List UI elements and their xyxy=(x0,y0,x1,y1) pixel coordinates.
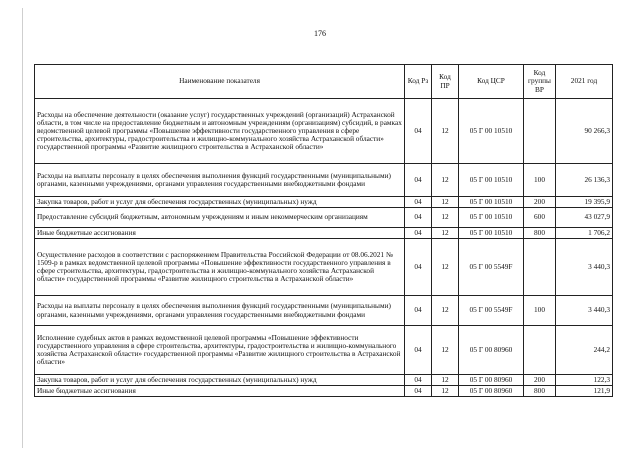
table-row xyxy=(35,326,613,375)
row-pr: 12 xyxy=(432,208,459,228)
row-vr: 200 xyxy=(524,197,556,208)
table-row xyxy=(35,228,613,239)
row-pr: 12 xyxy=(432,197,459,208)
row-pr: 12 xyxy=(432,296,459,326)
table-row xyxy=(35,296,613,326)
row-rz: 04 xyxy=(405,197,432,208)
row-pr: 12 xyxy=(432,99,459,164)
row-csr: 05 Г 00 5549F xyxy=(459,296,524,326)
table-row xyxy=(35,164,613,197)
row-vr: 800 xyxy=(524,386,556,397)
row-name: Расходы на выплаты персоналу в целях обеспечения выполнения функций государственными (муниципальными) органами, казенными учреждениями, органами управления государственными внебюджетными фондами xyxy=(35,296,405,326)
row-pr: 12 xyxy=(432,326,459,375)
table-row xyxy=(35,386,613,397)
table-row xyxy=(35,99,613,164)
row-rz: 04 xyxy=(405,375,432,386)
table-row xyxy=(35,197,613,208)
header-year-2021: 2021 год xyxy=(556,65,613,99)
row-pr: 12 xyxy=(432,239,459,296)
header-code-vr: Код группы ВР xyxy=(524,65,556,99)
row-amount: 26 136,3 xyxy=(556,164,613,197)
row-csr: 05 Г 00 80960 xyxy=(459,386,524,397)
row-pr: 12 xyxy=(432,386,459,397)
row-vr xyxy=(524,99,556,164)
row-vr: 600 xyxy=(524,208,556,228)
row-vr xyxy=(524,239,556,296)
row-name: Закупка товаров, работ и услуг для обеспечения государственных (муниципальных) нужд xyxy=(35,197,405,208)
row-csr: 05 Г 00 80960 xyxy=(459,375,524,386)
row-pr: 12 xyxy=(432,375,459,386)
row-vr: 100 xyxy=(524,296,556,326)
row-amount: 3 440,3 xyxy=(556,239,613,296)
row-pr: 12 xyxy=(432,228,459,239)
row-vr: 800 xyxy=(524,228,556,239)
row-name: Предоставление субсидий бюджетным, автономным учреждениям и иным некоммерческим организациям xyxy=(35,208,405,228)
row-vr: 100 xyxy=(524,164,556,197)
header-code-rz: Код Рз xyxy=(405,65,432,99)
row-name: Расходы на обеспечение деятельности (оказание услуг) государственных учреждений (организаций) Астраханской области, в том числе на предоставление бюджетным и автономным учреждениям (организациям) субсидий, в рамках ведомственной целевой программы «Повышение эффективности государственного управления в сфере строительства, архитектуры, градостроительства и жилищно-коммунального хозяйства Астраханской области» государственной программы «Развитие жилищного строительства в Астраханской области» xyxy=(35,99,405,164)
row-name: Иные бюджетные ассигнования xyxy=(35,386,405,397)
header-code-csr: Код ЦСР xyxy=(459,65,524,99)
row-amount: 121,9 xyxy=(556,386,613,397)
row-rz: 04 xyxy=(405,99,432,164)
row-rz: 04 xyxy=(405,228,432,239)
row-vr: 200 xyxy=(524,375,556,386)
row-csr: 05 Г 00 5549F xyxy=(459,239,524,296)
row-csr: 05 Г 00 10510 xyxy=(459,164,524,197)
row-amount: 122,3 xyxy=(556,375,613,386)
row-rz: 04 xyxy=(405,208,432,228)
row-name: Закупка товаров, работ и услуг для обеспечения государственных (муниципальных) нужд xyxy=(35,375,405,386)
row-name: Расходы на выплаты персоналу в целях обеспечения выполнения функций государственными (муниципальными) органами, казенными учреждениями, органами управления государственными внебюджетными фондами xyxy=(35,164,405,197)
row-rz: 04 xyxy=(405,326,432,375)
row-vr xyxy=(524,326,556,375)
table-row xyxy=(35,239,613,296)
budget-table xyxy=(34,64,613,397)
row-pr: 12 xyxy=(432,164,459,197)
row-rz: 04 xyxy=(405,239,432,296)
row-name: Исполнение судебных актов в рамках ведомственной целевой программы «Повышение эффективности государственного управления в сфере строительства, архитектуры, градостроительства и жилищно-коммунального хозяйства Астраханской области» государственной программы «Развитие жилищного строительства в Астраханской области» xyxy=(35,326,405,375)
row-amount: 90 266,3 xyxy=(556,99,613,164)
header-indicator-name: Наименование показателя xyxy=(35,65,405,99)
row-amount: 1 706,2 xyxy=(556,228,613,239)
row-csr: 05 Г 00 10510 xyxy=(459,228,524,239)
row-csr: 05 Г 00 80960 xyxy=(459,326,524,375)
row-rz: 04 xyxy=(405,296,432,326)
row-csr: 05 Г 00 10510 xyxy=(459,208,524,228)
row-csr: 05 Г 00 10510 xyxy=(459,99,524,164)
table-row xyxy=(35,208,613,228)
row-rz: 04 xyxy=(405,386,432,397)
header-code-pr: Код ПР xyxy=(432,65,459,99)
row-amount: 19 395,9 xyxy=(556,197,613,208)
row-rz: 04 xyxy=(405,164,432,197)
table-row xyxy=(35,375,613,386)
row-amount: 3 440,3 xyxy=(556,296,613,326)
row-csr: 05 Г 00 10510 xyxy=(459,197,524,208)
page-left-edge xyxy=(22,8,23,448)
row-name: Осуществление расходов в соответствии с распоряжением Правительства Российской Федерации от 08.06.2021 № 1509-р в рамках ведомственной целевой программы «Повышение эффективности государственного управления в сфере строительства, архитектуры, градостроительства и жилищно-коммунального хозяйства Астраханской области» государственной программы «Развитие жилищного строительства в Астраханской области» xyxy=(35,239,405,296)
table-header-row xyxy=(35,65,613,99)
row-name: Иные бюджетные ассигнования xyxy=(35,228,405,239)
row-amount: 43 027,9 xyxy=(556,208,613,228)
page-number: 176 xyxy=(314,29,326,38)
row-amount: 244,2 xyxy=(556,326,613,375)
